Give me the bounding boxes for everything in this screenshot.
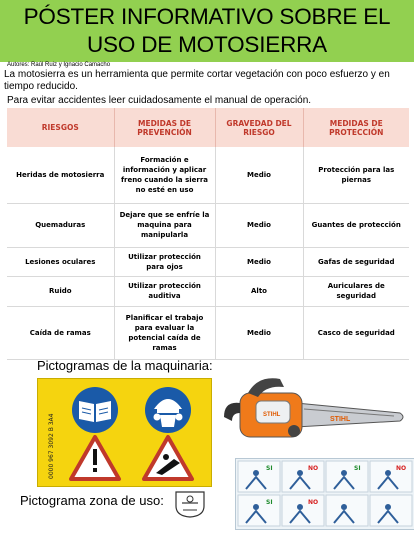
- usage-cell: [326, 461, 368, 492]
- machine-pictogram-panel: [37, 378, 212, 487]
- usage-cell: [326, 495, 368, 526]
- head-protection-icon: [145, 387, 191, 433]
- table-header: [7, 108, 409, 147]
- intro-text: La motosierra es un herramienta que permite cortar vegetación con poco esfuerzo y en tiempo reducido.: [4, 69, 390, 92]
- header-riesgos: RIESGOS: [7, 108, 114, 147]
- zone-label: Pictograma zona de uso:: [20, 493, 164, 508]
- cell-proteccion: Casco de seguridad: [303, 306, 409, 359]
- table-row: [7, 306, 409, 359]
- cell-proteccion: Guantes de protección: [303, 203, 409, 247]
- intro-warning: Para evitar accidentes leer cuidadosamente el manual de operación.: [7, 95, 312, 106]
- cell-gravedad: Medio: [215, 306, 303, 359]
- warning-icon: [71, 437, 119, 479]
- page-title: PÓSTER INFORMATIVO SOBRE EL USO DE MOTOSIERRA: [23, 4, 391, 57]
- usage-pictogram-panel: [235, 458, 414, 530]
- cell-gravedad: Medio: [215, 203, 303, 247]
- cell-proteccion: Protección para las piernas: [303, 147, 409, 203]
- cell-gravedad: Medio: [215, 247, 303, 276]
- cell-prevencion: Dejare que se enfríe la maquina para manipularla: [114, 203, 215, 247]
- cell-riesgo: Quemaduras: [7, 203, 114, 247]
- usage-cell: [282, 461, 324, 492]
- usage-label: SI: [354, 465, 361, 472]
- bar-brand: STIHL: [330, 416, 351, 423]
- outdoor-use-icon: [173, 488, 207, 518]
- header-gravedad: GRAVEDAD DEL RIESGO: [215, 108, 303, 147]
- cell-gravedad: Alto: [215, 276, 303, 306]
- usage-label: NO: [396, 465, 407, 472]
- cell-prevencion: Utilizar protección auditiva: [114, 276, 215, 306]
- usage-label: NO: [308, 499, 319, 506]
- table-row: [7, 247, 409, 276]
- usage-cell: [370, 461, 412, 492]
- usage-cell: [238, 495, 280, 526]
- cell-riesgo: Heridas de motosierra: [7, 147, 114, 203]
- cell-gravedad: Medio: [215, 147, 303, 203]
- usage-label: SI: [266, 465, 273, 472]
- usage-label: NO: [308, 465, 319, 472]
- table-row: [7, 276, 409, 306]
- header-prevencion: MEDIDAS DE PREVENCIÓN: [114, 108, 215, 147]
- cell-proteccion: Gafas de seguridad: [303, 247, 409, 276]
- table-row: [7, 147, 409, 203]
- usage-cell: [370, 495, 412, 526]
- cell-prevencion: Planificar el trabajo para evaluar la potencial caída de ramas: [114, 306, 215, 359]
- usage-cell: [282, 495, 324, 526]
- read-manual-icon: [72, 387, 118, 433]
- usage-cell: [238, 461, 280, 492]
- pictogram-code: 0000 967 3092 B 3A4: [48, 413, 55, 479]
- cell-prevencion: Formación e información y aplicar freno cuando la sierra no esté en uso: [114, 147, 215, 203]
- pictograms-title: Pictogramas de la maquinaria:: [37, 358, 213, 373]
- cell-riesgo: Lesiones oculares: [7, 247, 114, 276]
- usage-label: SI: [266, 499, 273, 506]
- table-row: [7, 203, 409, 247]
- kickback-warning-icon: [144, 437, 192, 479]
- header-proteccion: MEDIDAS DE PROTECCIÓN: [303, 108, 409, 147]
- title-banner: [0, 0, 414, 62]
- cell-riesgo: Caída de ramas: [7, 306, 114, 359]
- cell-proteccion: Auriculares de seguridad: [303, 276, 409, 306]
- chainsaw-image: [218, 373, 406, 451]
- cell-riesgo: Ruido: [7, 276, 114, 306]
- body-brand: STIHL: [263, 412, 281, 418]
- authors: Autores: Raúl Ruiz y Ignacio Camacho: [7, 62, 111, 68]
- cell-prevencion: Utilizar protección para ojos: [114, 247, 215, 276]
- risk-table: [7, 108, 409, 360]
